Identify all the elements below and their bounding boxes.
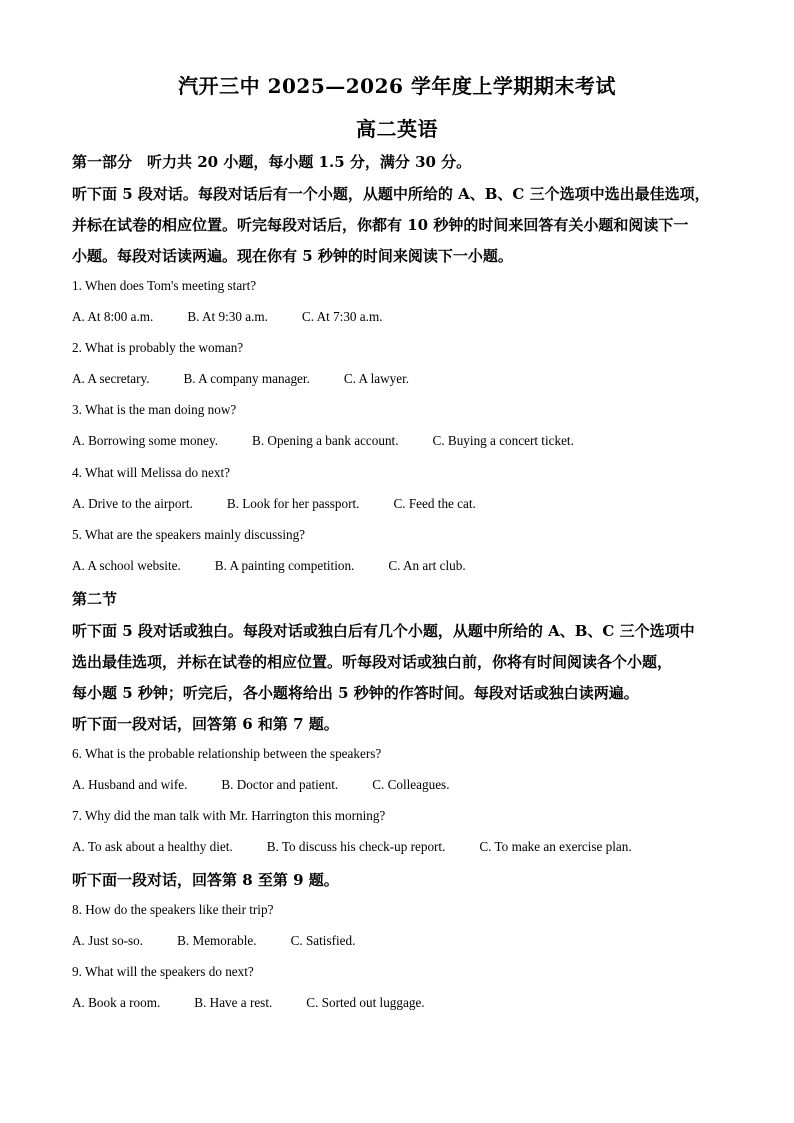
- option-b: B. Look for her passport.: [226, 496, 360, 511]
- part1-heading: 第一部分 听力共 20 小题，每小题 1.5 分，满分 30 分。: [72, 153, 472, 171]
- option-b: B. To discuss his check-up report.: [266, 839, 446, 854]
- option-c: C. An art club.: [388, 558, 466, 573]
- question-options: [72, 777, 732, 793]
- option-c: C. To make an exercise plan.: [479, 839, 632, 854]
- exam-title: 汽开三中 2025—2026 学年度上学期期末考试: [178, 74, 616, 98]
- option-c: C. At 7:30 a.m.: [301, 309, 383, 324]
- option-b: B. Doctor and patient.: [221, 777, 339, 792]
- option-a: A. Husband and wife.: [72, 777, 188, 792]
- option-b: B. At 9:30 a.m.: [187, 309, 268, 324]
- question-text: 6. What is the probable relationship between the speakers?: [72, 746, 382, 761]
- question-text: 9. What will the speakers do next?: [72, 964, 254, 979]
- question-options: [72, 839, 732, 855]
- option-a: A. Book a room.: [72, 995, 161, 1010]
- option-a: A. At 8:00 a.m.: [72, 309, 154, 324]
- option-b: B. Opening a bank account.: [252, 433, 399, 448]
- question-options: [72, 433, 732, 449]
- exam-subtitle: 高二英语: [356, 117, 438, 141]
- option-c: C. Feed the cat.: [393, 496, 476, 511]
- dialogue-instruction: 听下面一段对话，回答第 8 至第 9 题。: [72, 871, 339, 889]
- question-text: 1. When does Tom's meeting start?: [72, 278, 257, 293]
- question-options: [72, 371, 732, 387]
- option-a: A. A school website.: [72, 558, 181, 573]
- question-options: [72, 309, 732, 325]
- option-a: A. Borrowing some money.: [72, 433, 219, 448]
- question-text: 2. What is probably the woman?: [72, 340, 244, 355]
- question-text: 4. What will Melissa do next?: [72, 465, 230, 480]
- option-b: B. A company manager.: [183, 371, 310, 386]
- question-options: [72, 496, 732, 512]
- option-c: C. Satisfied.: [290, 933, 356, 948]
- option-a: A. A secretary.: [72, 371, 150, 386]
- option-c: C. Buying a concert ticket.: [432, 433, 574, 448]
- question-text: 5. What are the speakers mainly discussing?: [72, 527, 306, 542]
- part1-instruction-line: 并标在试卷的相应位置。听完每段对话后，你都有 10 秒钟的时间来回答有关小题和阅读下一: [72, 216, 689, 234]
- question-options: [72, 558, 732, 574]
- section2-instruction-line: 每小题 5 秒钟；听完后，各小题将给出 5 秒钟的作答时间。每段对话或独白读两遍。: [72, 684, 639, 702]
- option-a: A. Just so-so.: [72, 933, 144, 948]
- option-b: B. Have a rest.: [194, 995, 273, 1010]
- part1-instruction-line: 小题。每段对话读两遍。现在你有 5 秒钟的时间来阅读下一小题。: [72, 247, 513, 265]
- option-a: A. Drive to the airport.: [72, 496, 193, 511]
- option-c: C. Colleagues.: [372, 777, 450, 792]
- question-options: [72, 933, 732, 949]
- question-text: 7. Why did the man talk with Mr. Harrington this morning?: [72, 808, 386, 823]
- question-text: 3. What is the man doing now?: [72, 402, 237, 417]
- option-b: B. Memorable.: [177, 933, 257, 948]
- section2-instruction-line: 选出最佳选项，并标在试卷的相应位置。听每段对话或独白前，你将有时间阅读各个小题，: [72, 653, 673, 671]
- option-b: B. A painting competition.: [214, 558, 355, 573]
- option-a: A. To ask about a healthy diet.: [72, 839, 233, 854]
- section2-heading: 第二节: [72, 590, 118, 608]
- section2-instruction-line: 听下面 5 段对话或独白。每段对话或独白后有几个小题，从题中所给的 A、B、C 三个选项中: [72, 622, 695, 640]
- question-options: [72, 995, 732, 1011]
- option-c: C. A lawyer.: [343, 371, 410, 386]
- part1-instruction-line: 听下面 5 段对话。每段对话后有一个小题，从题中所给的 A、B、C 三个选项中选出最佳选项，: [72, 185, 710, 203]
- dialogue-instruction: 听下面一段对话，回答第 6 和第 7 题。: [72, 715, 339, 733]
- question-text: 8. How do the speakers like their trip?: [72, 902, 274, 917]
- option-c: C. Sorted out luggage.: [306, 995, 425, 1010]
